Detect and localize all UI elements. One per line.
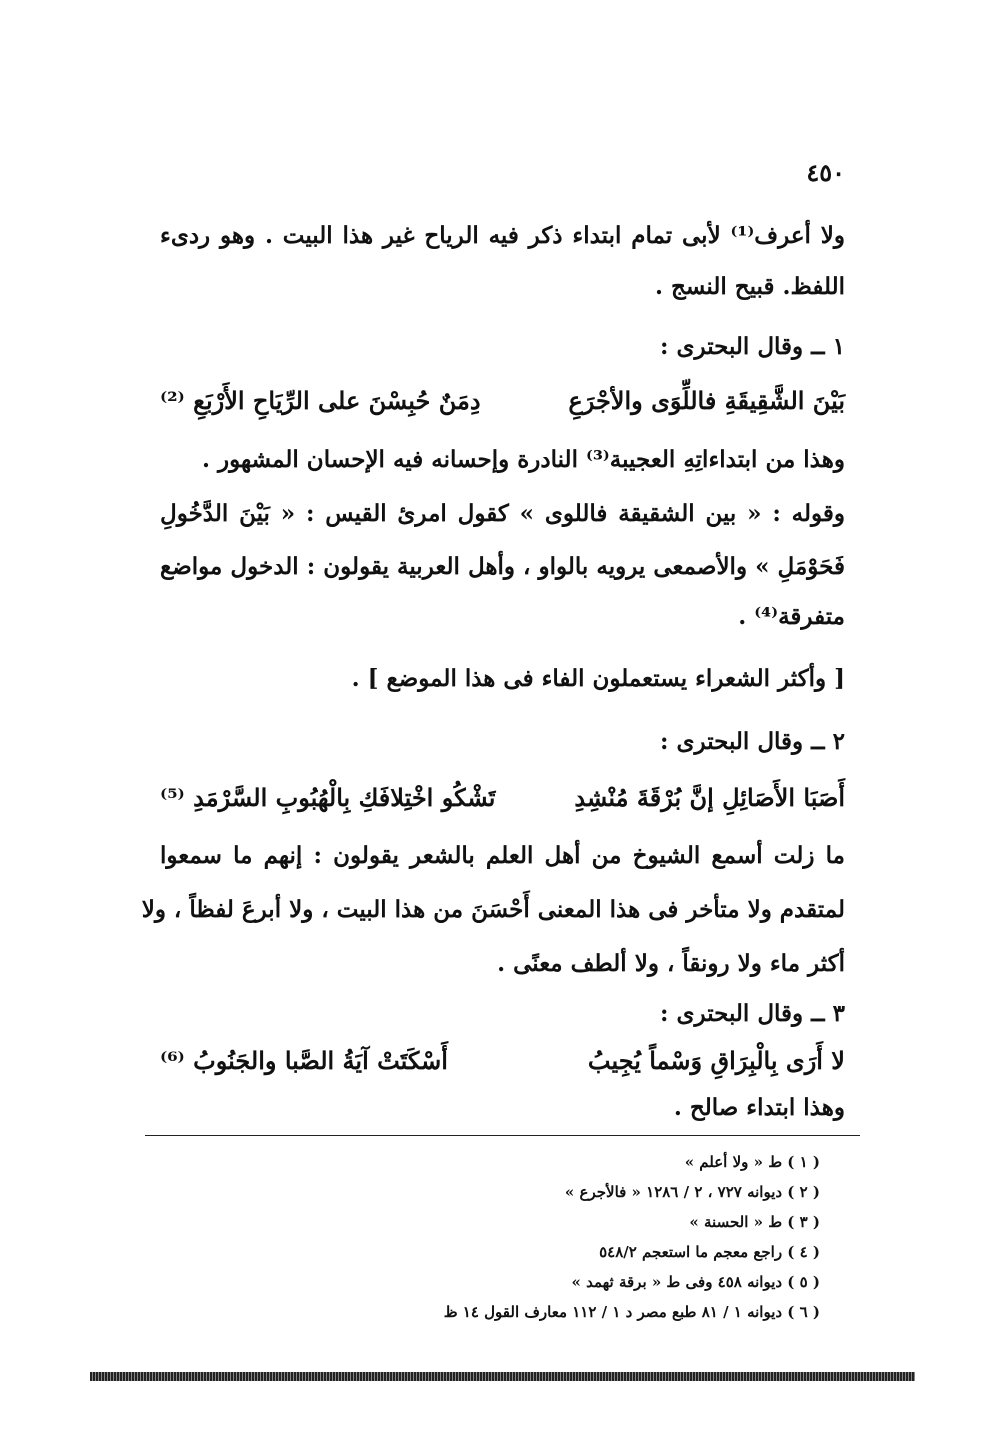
verse-hemistich-second: أَسْكَتَتْ آيَةُ الصَّبا والجَنُوبُ ⁽⁶⁾: [160, 1046, 448, 1075]
verse-line: [160, 386, 845, 415]
paragraph-line: ما زلت أسمع الشيوخ من أهل العلم بالشعر يقولون : إنهم ما سمعوا: [160, 842, 845, 869]
footnote-divider: [145, 1135, 860, 1136]
section-header: ١ ــ وقال البحترى :: [660, 333, 845, 360]
commentary-text: وهذا ابتداء صالح .: [673, 1094, 845, 1121]
verse-hemistich-first: أَصَبَا الأَصَائِلِ إنَّ بُرْقَةَ مُنْشِدِ: [574, 783, 845, 812]
verse-hemistich-second: دِمَنٌ حُبِسْنَ على الرِّيَاحِ الأَرْبَعِ ⁽²⁾: [160, 386, 481, 415]
scan-edge-bar: [90, 1372, 915, 1381]
footnote: ( ٥ ) ديوانه ٤٥٨ وفى ط « برقة ثهمد »: [571, 1273, 820, 1291]
intro-paragraph-line: ولا أعرف⁽¹⁾ لأبى تمام ابتداء ذكر فيه الرياح غير هذا البيت . وهو ردىء: [160, 222, 846, 249]
verse-line: [160, 1046, 845, 1075]
footnote: ( ٤ ) راجع معجم ما استعجم ٥٤٨/٢: [599, 1243, 820, 1261]
paragraph-line: لمتقدم ولا متأخر فى هذا المعنى أَحْسَنَ من هذا البيت ، ولا أبرعَ لفظاً ، ولا: [141, 896, 845, 923]
paragraph-line: أكثر ماء ولا رونقاً ، ولا ألطف معنًى .: [497, 950, 845, 977]
footnote: ( ٢ ) ديوانه ٧٢٧ ، ٢ / ١٢٨٦ « فالأجرع »: [564, 1183, 820, 1201]
footnote: ( ٦ ) ديوانه ١ / ٨١ طبع مصر د ١ / ١١٢ معارف القول ١٤ ظ: [443, 1303, 820, 1321]
verse-hemistich-first: بَيْنَ الشَّقِيقَةِ فاللِّوَى والأجْرَعِ: [568, 386, 845, 415]
bracketed-note: [ وأكثر الشعراء يستعملون الفاء فى هذا الموضع ] .: [351, 665, 845, 692]
section-header: ٣ ــ وقال البحترى :: [660, 1000, 845, 1027]
paragraph-line: فَحَوْمَلِ » والأصمعى يرويه بالواو ، وأهل العربية يقولون : الدخول مواضع: [160, 553, 845, 580]
verse-line: [160, 783, 845, 812]
intro-paragraph-line: اللفظ. قبيح النسج .: [655, 273, 845, 300]
footnote: ( ١ ) ط « ولا أعلم »: [684, 1153, 820, 1171]
section-header: ٢ ــ وقال البحترى :: [660, 728, 845, 755]
verse-hemistich-second: تَشْكُو اخْتِلافَكِ بِالْهُبُوبِ السَّرْمَدِ ⁽⁵⁾: [160, 783, 496, 812]
paragraph-line: متفرقة⁽⁴⁾ .: [738, 603, 845, 630]
commentary-text: وهذا من ابتداءاتِهِ العجيبة⁽³⁾ النادرة وإحسانه فيه الإحسان المشهور .: [201, 446, 845, 473]
footnote: ( ٣ ) ط « الحسنة »: [689, 1213, 820, 1231]
page-number: ٤٥٠: [806, 158, 845, 187]
paragraph-line: وقوله : « بين الشقيقة فاللوى » كقول امرئ القيس : « بَيْنَ الدَّخُولِ: [160, 500, 845, 527]
verse-hemistich-first: لا أَرَى بِالْبِرَاقِ وَسْماً يُجِيبُ: [587, 1046, 845, 1075]
